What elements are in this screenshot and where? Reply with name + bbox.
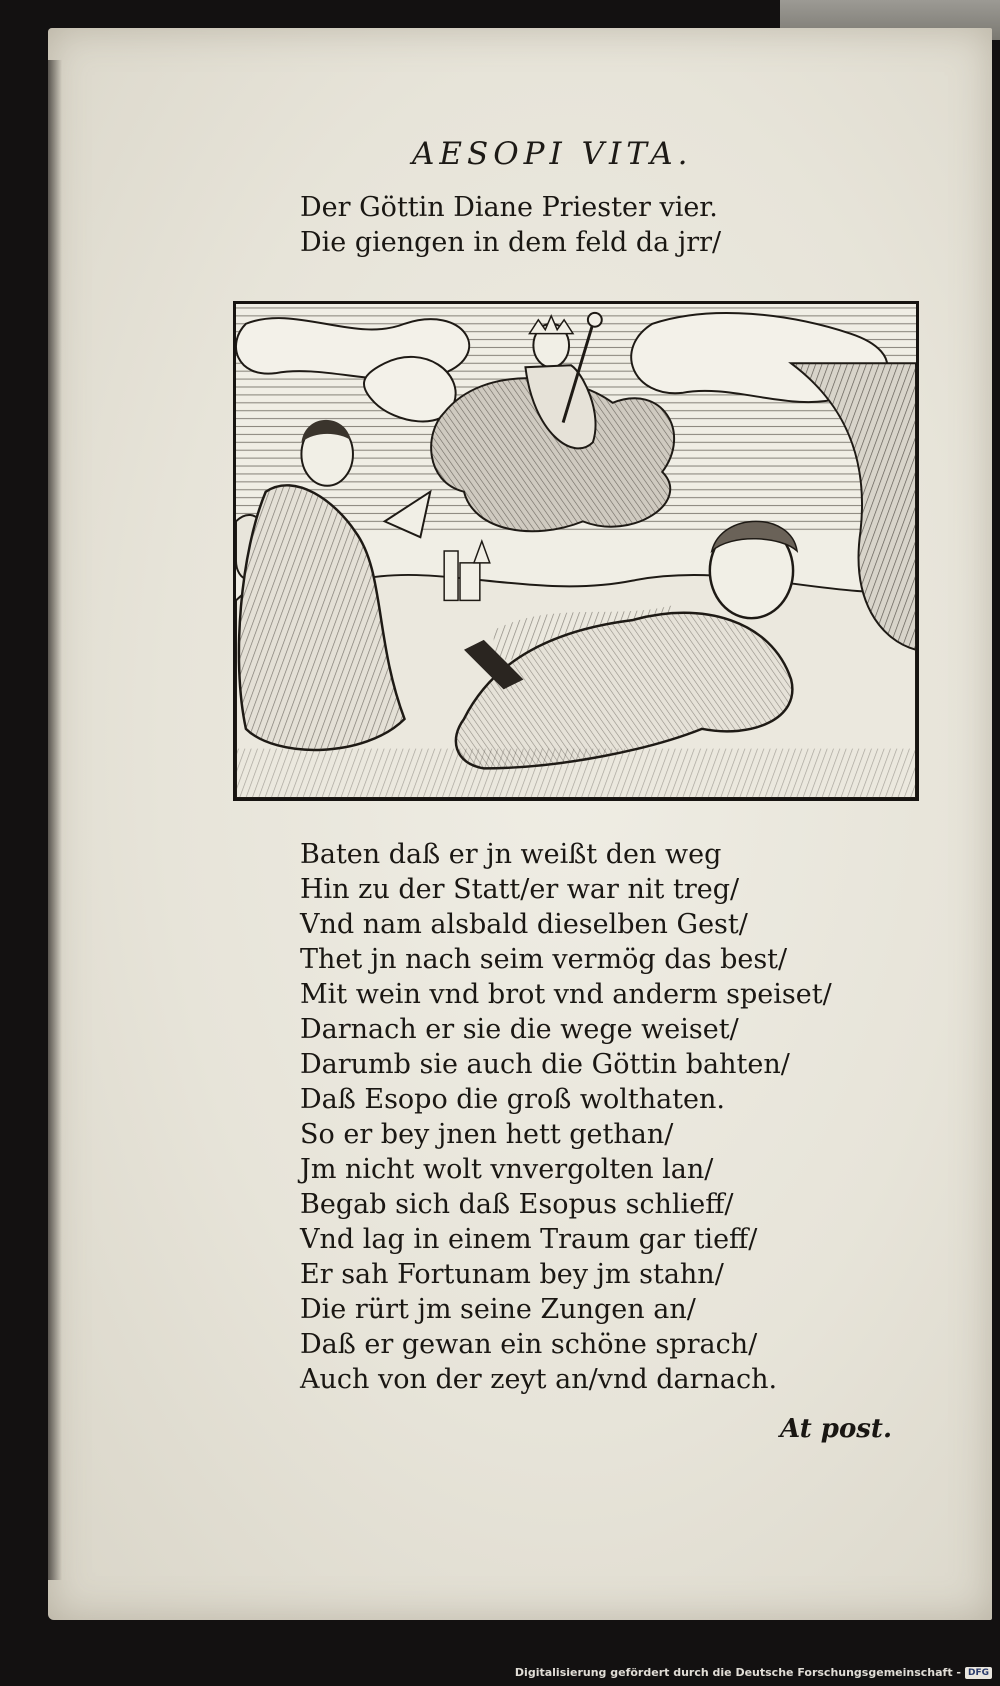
verse-line: Jm nicht wolt vnvergolten lan/: [300, 1154, 714, 1185]
digitization-footer: [515, 1666, 992, 1679]
running-head: AESOPI VITA.: [412, 136, 693, 172]
verse-line: Vnd nam alsbald dieselben Gest/: [300, 909, 748, 940]
verse-line: Begab sich daß Esopus schlieff/: [300, 1189, 734, 1220]
verse-line: Darnach er sie die wege weiset/: [300, 1014, 739, 1045]
woodcut-drawing: [236, 304, 916, 798]
verse-line: Vnd lag in einem Traum gar tieff/: [300, 1224, 758, 1255]
verse-line: Thet jn nach seim vermög das best/: [300, 944, 788, 975]
catchword: At post.: [780, 1414, 892, 1444]
page-gutter-shadow: [48, 60, 62, 1580]
woodcut-illustration: [233, 301, 919, 801]
verse-line: Auch von der zeyt an/vnd darnach.: [300, 1364, 778, 1395]
verse-line: Er sah Fortunam bey jm stahn/: [300, 1259, 724, 1290]
verse-line: Baten daß er jn weißt den weg: [300, 839, 722, 870]
verse-line: Die rürt jm seine Zungen an/: [300, 1294, 696, 1325]
verse-line: Der Göttin Diane Priester vier.: [300, 192, 718, 223]
verse-bottom: [300, 837, 832, 1397]
verse-top: [300, 190, 721, 260]
verse-line: Daß er gewan ein schöne sprach/: [300, 1329, 758, 1360]
verse-line: Daß Esopo die groß wolthaten.: [300, 1084, 725, 1115]
verse-line: Darumb sie auch die Göttin bahten/: [300, 1049, 790, 1080]
verse-line: Mit wein vnd brot vnd anderm speiset/: [300, 979, 832, 1010]
footer-text: Digitalisierung gefördert durch die Deutsche Forschungsgemeinschaft -: [514, 1666, 961, 1679]
verse-line: So er bey jnen hett gethan/: [300, 1119, 674, 1150]
verse-line: Hin zu der Statt/er war nit treg/: [300, 874, 740, 905]
dfg-logo: DFG: [965, 1667, 992, 1679]
verse-line: Die giengen in dem feld da jrr/: [300, 227, 722, 258]
